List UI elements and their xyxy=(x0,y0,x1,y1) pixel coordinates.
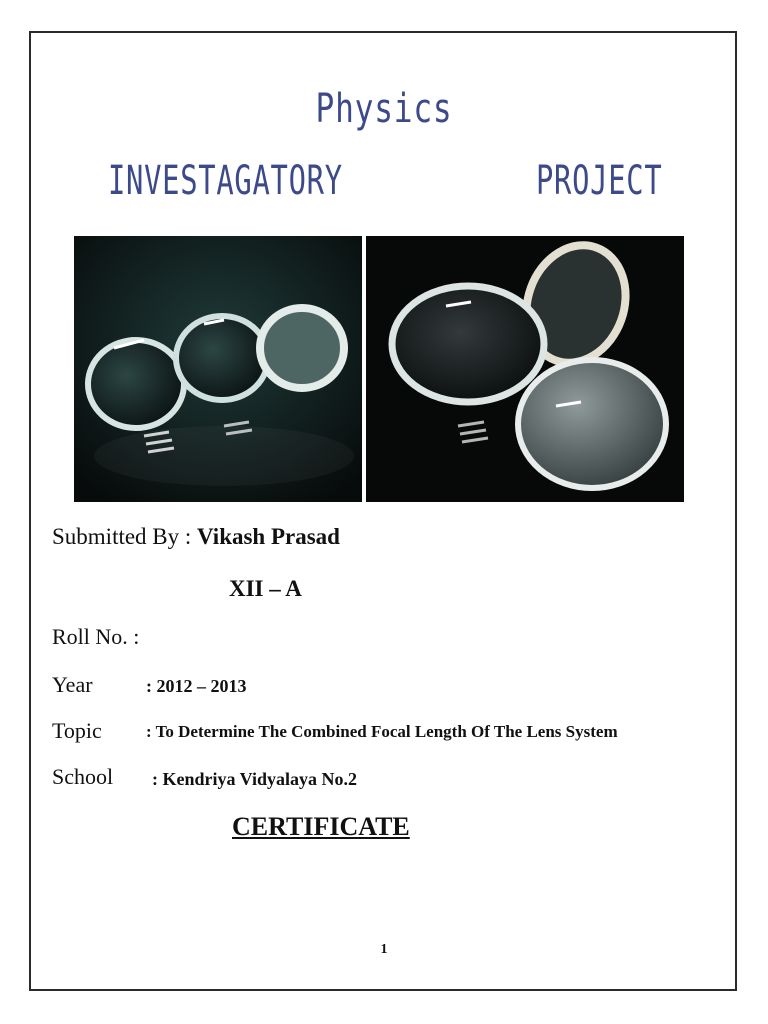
certificate-heading: CERTIFICATE xyxy=(232,812,410,841)
student-name: Vikash Prasad xyxy=(197,524,340,549)
year-label: Year xyxy=(52,672,93,697)
lens-photo-right xyxy=(366,236,684,502)
submitted-by-line xyxy=(52,524,340,550)
page-number: 1 xyxy=(380,942,388,957)
title-project: PROJECT xyxy=(536,158,663,204)
lens-photo-left xyxy=(74,236,362,502)
roll-number-label: Roll No. : xyxy=(52,624,140,649)
title-physics: Physics xyxy=(315,86,453,132)
school-label: School xyxy=(52,764,114,789)
class-section: XII – A xyxy=(229,576,302,601)
submitted-by-label: Submitted By : xyxy=(52,524,192,549)
topic-value: : To Determine The Combined Focal Length Of The Lens System xyxy=(146,722,618,741)
year-value: : 2012 – 2013 xyxy=(146,676,247,696)
title-investigatory: INVESTAGATORY xyxy=(108,158,343,204)
school-value: : Kendriya Vidyalaya No.2 xyxy=(152,769,358,789)
topic-label: Topic xyxy=(52,718,102,743)
